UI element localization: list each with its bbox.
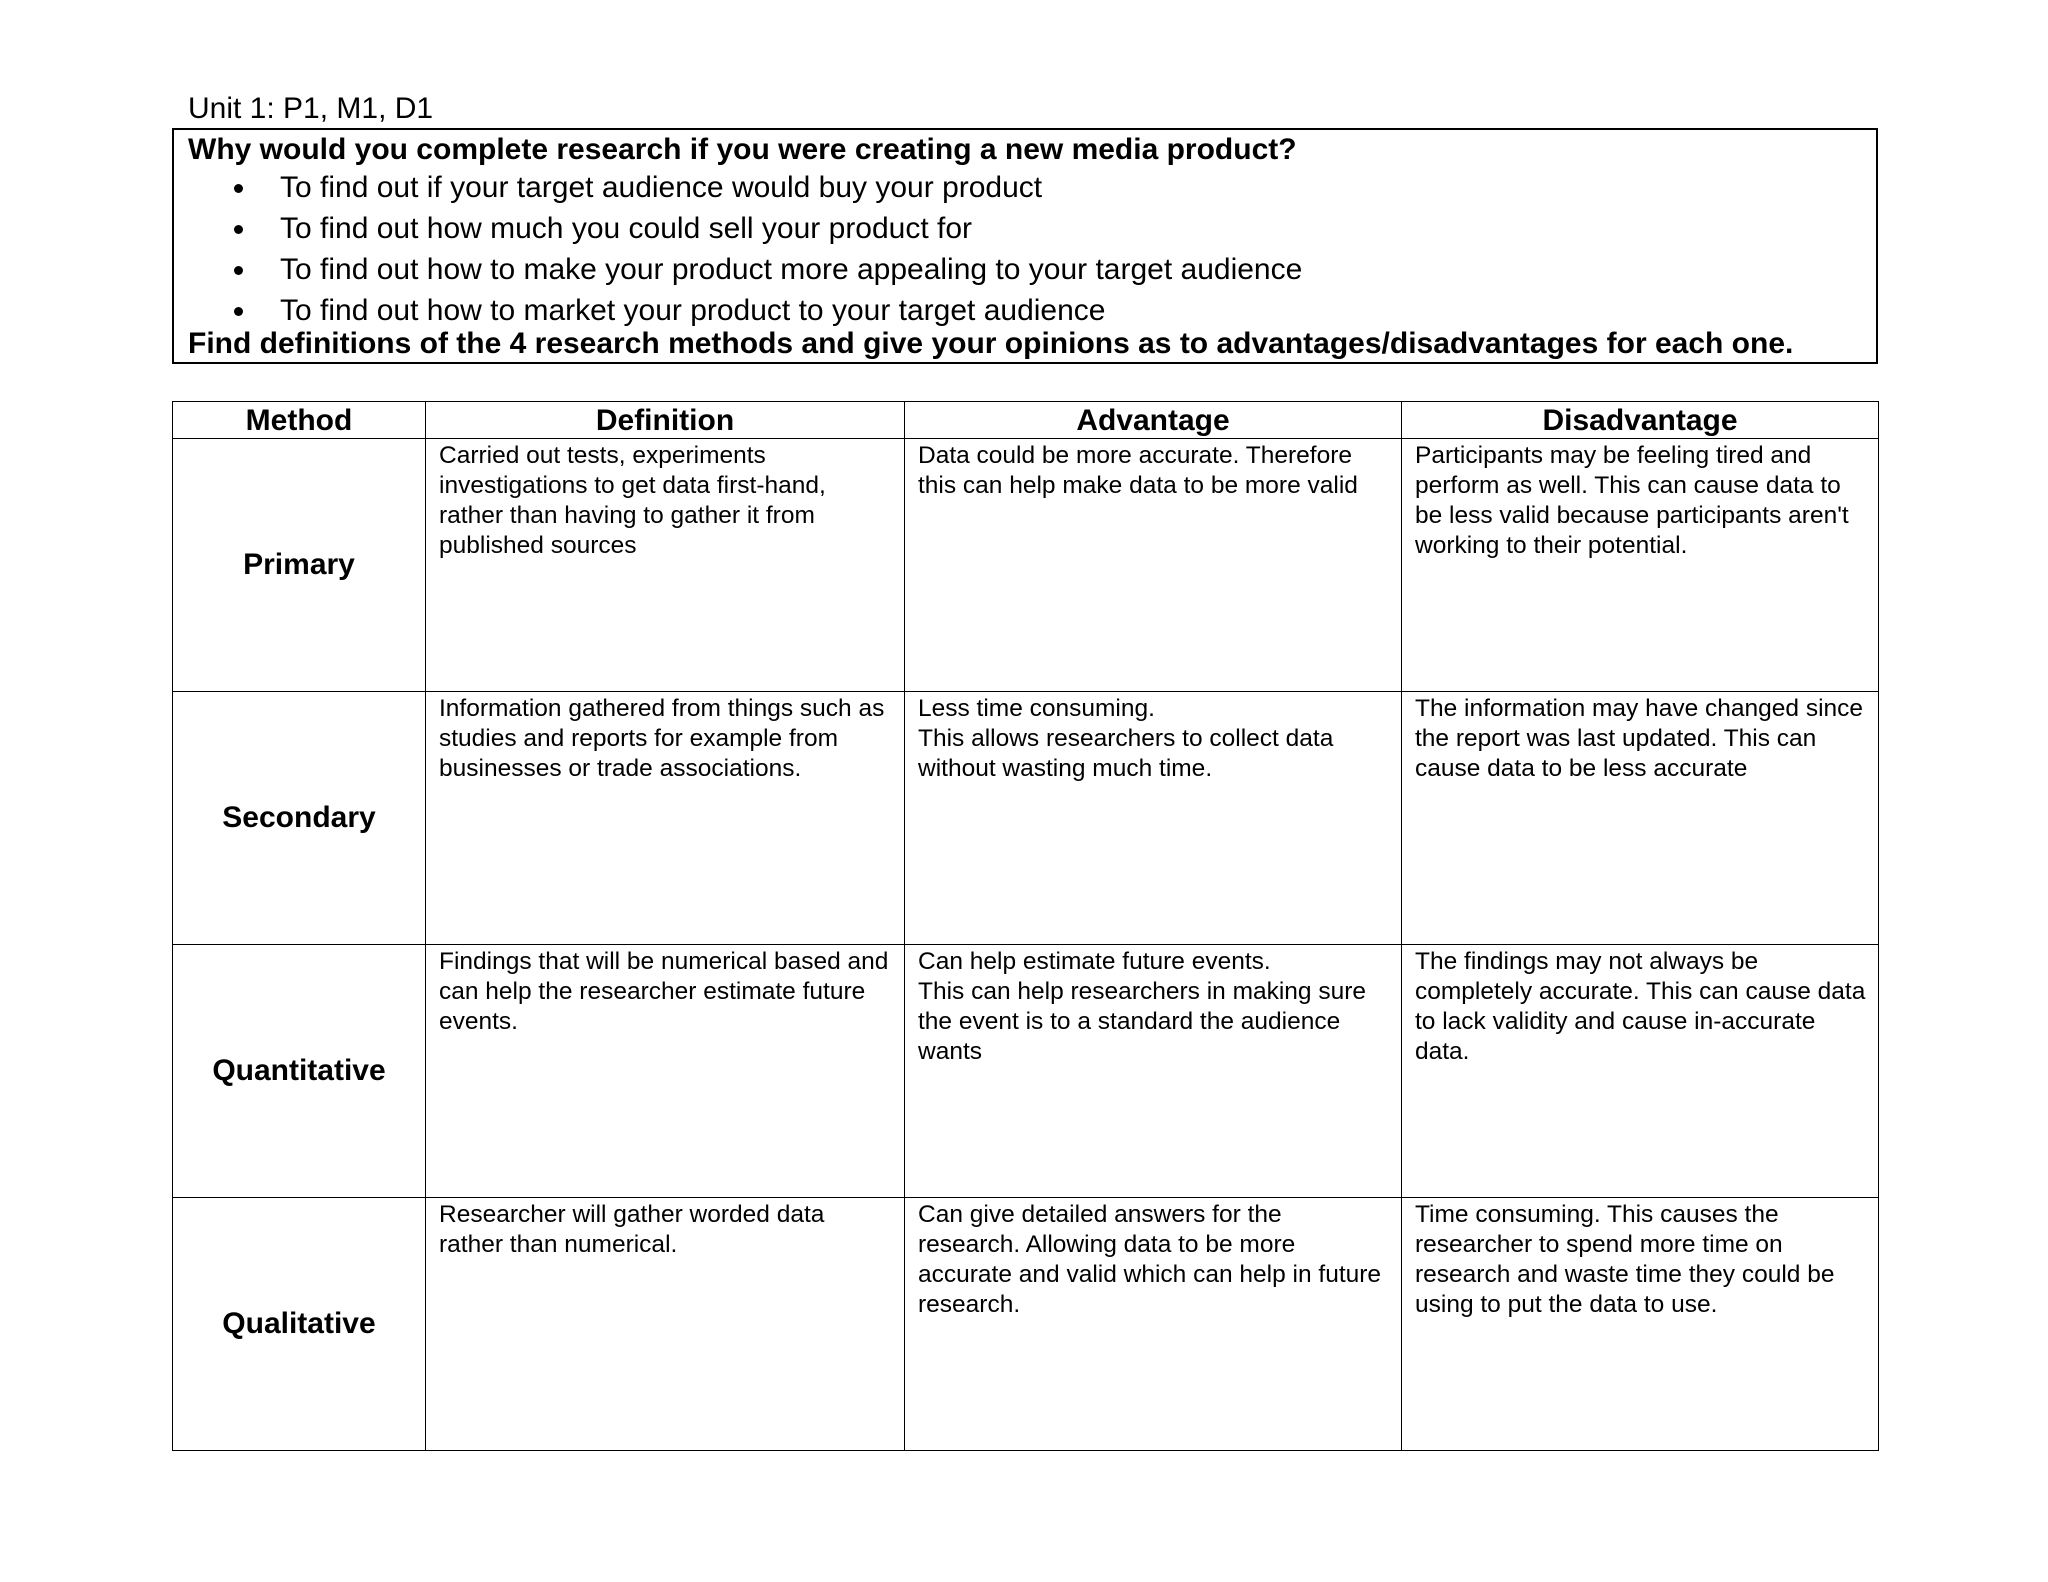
intro-bullet-item [174, 211, 1302, 252]
table-row [173, 945, 1879, 1198]
column-header-advantage: Advantage [905, 402, 1402, 439]
unit-heading: Unit 1: P1, M1, D1 [188, 92, 434, 125]
definition-text: Carried out tests, experiments investigations to get data first-hand, rather than having to gather it from published sources [439, 442, 826, 559]
intro-bullet-text: To find out how to make your product more appealing to your target audience [280, 253, 1303, 286]
definition-text: Findings that will be numerical based and can help the researcher estimate future events. [439, 948, 889, 1035]
method-cell: Quantitative [173, 945, 426, 1198]
disadvantage-text: Time consuming. This causes the researcher to spend more time on research and waste time they could be using to put the data to use. [1415, 1201, 1835, 1318]
advantage-text: Can give detailed answers for the research. Allowing data to be more accurate and valid which can help in future research. [918, 1201, 1382, 1318]
advantage-text: Can help estimate future events. This can help researchers in making sure the event is to a standard the audience wants [918, 948, 1367, 1065]
intro-instruction: Find definitions of the 4 research methods and give your opinions as to advantages/disadvantages for each one. [188, 327, 1794, 360]
bullet-icon [234, 225, 243, 234]
column-header-definition: Definition [426, 402, 905, 439]
disadvantage-text: The information may have changed since the report was last updated. This can cause data to be less accurate [1415, 695, 1864, 782]
intro-bullet-list [174, 170, 1302, 334]
intro-bullet-text: To find out how much you could sell your product for [280, 212, 973, 245]
intro-bullet-text: To find out how to market your product to your target audience [280, 294, 1106, 327]
definition-cell [426, 945, 905, 1198]
disadvantage-text: The findings may not always be completely accurate. This can cause data to lack validity and cause in-accurate data. [1415, 948, 1866, 1065]
method-cell: Primary [173, 439, 426, 692]
advantage-cell [905, 692, 1402, 945]
definition-text: Information gathered from things such as studies and reports for example from businesses or trade associations. [439, 695, 885, 782]
advantage-cell [905, 1198, 1402, 1451]
advantage-text: Data could be more accurate. Therefore this can help make data to be more valid [918, 442, 1358, 499]
disadvantage-cell [1402, 945, 1879, 1198]
definition-cell [426, 1198, 905, 1451]
method-cell: Secondary [173, 692, 426, 945]
advantage-text: Less time consuming. This allows researchers to collect data without wasting much time. [918, 695, 1334, 782]
intro-bullet-item [174, 252, 1302, 293]
research-methods-table [172, 401, 1879, 1451]
bullet-icon [234, 307, 243, 316]
table-row [173, 1198, 1879, 1451]
intro-question: Why would you complete research if you were creating a new media product? [188, 133, 1297, 166]
intro-box [172, 128, 1878, 364]
bullet-icon [234, 184, 243, 193]
advantage-cell [905, 439, 1402, 692]
advantage-cell [905, 945, 1402, 1198]
intro-bullet-item [174, 170, 1302, 211]
definition-cell [426, 439, 905, 692]
table-row [173, 439, 1879, 692]
method-cell: Qualitative [173, 1198, 426, 1451]
definition-cell [426, 692, 905, 945]
bullet-icon [234, 266, 243, 275]
disadvantage-cell [1402, 1198, 1879, 1451]
definition-text: Researcher will gather worded data rather than numerical. [439, 1201, 825, 1258]
column-header-disadvantage: Disadvantage [1402, 402, 1879, 439]
table-header-row [173, 402, 1879, 439]
table-row [173, 692, 1879, 945]
disadvantage-cell [1402, 692, 1879, 945]
disadvantage-text: Participants may be feeling tired and perform as well. This can cause data to be less valid because participants aren't working to their potential. [1415, 442, 1849, 559]
disadvantage-cell [1402, 439, 1879, 692]
intro-bullet-text: To find out if your target audience would buy your product [280, 171, 1043, 204]
column-header-method: Method [173, 402, 426, 439]
